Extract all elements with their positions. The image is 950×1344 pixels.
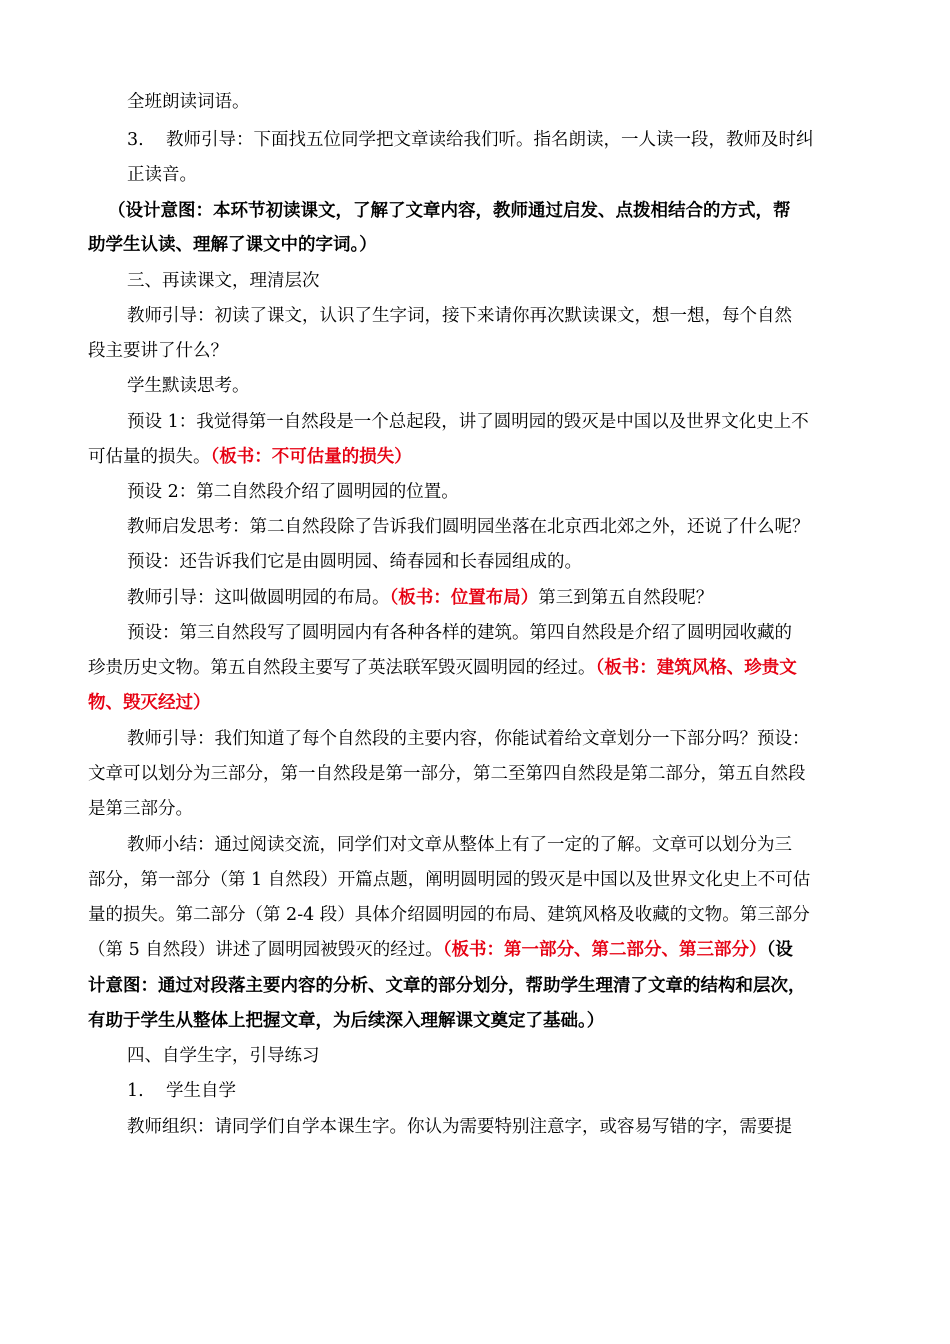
design-intent-note: （设 [766, 940, 793, 960]
paragraph-line [127, 585, 713, 611]
paragraph-line: 教师引导：初读了课文，认识了生字词，接下来请你再次默读课文，想一想，每个自然 [127, 306, 792, 326]
section-heading: 三、再读课文，理清层次 [127, 271, 320, 291]
paragraph-text: 教师引导：这叫做圆明园的布局。 [127, 588, 390, 608]
board-note: （板书：建筑风格、珍贵文 [595, 658, 797, 678]
board-note: （板书：第一部分、第二部分、第三部分） [442, 940, 767, 960]
paragraph-line: 预设 2：第二自然段介绍了圆明园的位置。 [127, 482, 459, 502]
board-note: 物、毁灭经过） [88, 693, 211, 713]
paragraph-line: 预设：还告诉我们它是由圆明园、绮春园和长春园组成的。 [127, 552, 582, 572]
paragraph-line: 预设 1：我觉得第一自然段是一个总起段，讲了圆明园的毁灭是中国以及世界文化史上不 [127, 412, 809, 432]
paragraph-text: 可估量的损失。 [88, 447, 211, 467]
paragraph-line: 段主要讲了什么？ [88, 341, 228, 361]
design-intent-note: （设计意图：本环节初读课文，了解了文章内容，教师通过启发、点拨相结合的方式，帮 [108, 201, 791, 221]
paragraph-line [88, 655, 797, 681]
paragraph-line: 量的损失。第二部分（第 2-4 段）具体介绍圆明园的布局、建筑风格及收藏的文物。第三部分 [88, 905, 810, 925]
paragraph-text: （第 5 自然段）讲述了圆明园被毁灭的经过。 [88, 940, 443, 960]
paragraph-line: 教师组织：请同学们自学本课生字。你认为需要特别注意字，或容易写错的字，需要提 [127, 1117, 792, 1137]
paragraph-text: 第三到第五自然段呢？ [538, 588, 714, 608]
paragraph-line [88, 444, 412, 470]
paragraph-line: 3. 教师引导：下面找五位同学把文章读给我们听。指名朗读，一人读一段，教师及时纠 [127, 130, 814, 150]
paragraph-line: 教师启发思考：第二自然段除了告诉我们圆明园坐落在北京西北郊之外，还说了什么呢？ [127, 517, 810, 537]
paragraph-line: 部分，第一部分（第 1 自然段）开篇点题，阐明圆明园的毁灭是中国以及世界文化史上不可估 [88, 870, 811, 890]
design-intent-note: 助学生认读、理解了课文中的字词。） [88, 235, 377, 255]
paragraph-line: 预设：第三自然段写了圆明园内有各种各样的建筑。第四自然段是介绍了圆明园收藏的 [127, 623, 792, 643]
section-heading: 四、自学生字，引导练习 [127, 1046, 320, 1066]
paragraph-line: 正读音。 [127, 165, 197, 185]
board-note: （板书：不可估量的损失） [210, 447, 412, 467]
paragraph-line [88, 937, 793, 963]
paragraph-line: 是第三部分。 [88, 799, 193, 819]
design-intent-note: 计意图：通过对段落主要内容的分析、文章的部分划分，帮助学生理清了文章的结构和层次， [88, 976, 806, 996]
paragraph-text: 珍贵历史文物。第五自然段主要写了英法联军毁灭圆明园的经过。 [88, 658, 596, 678]
paragraph-line: 教师小结：通过阅读交流，同学们对文章从整体上有了一定的了解。文章可以划分为三 [127, 835, 792, 855]
paragraph-line: 教师引导：我们知道了每个自然段的主要内容，你能试着给文章划分一下部分吗？预设： [127, 729, 810, 749]
paragraph-line: 全班朗读词语。 [127, 92, 250, 112]
design-intent-note: 有助于学生从整体上把握文章，为后续深入理解课文奠定了基础。） [88, 1011, 605, 1031]
paragraph-line: 文章可以划分为三部分，第一自然段是第一部分，第二至第四自然段是第二部分，第五自然段 [88, 764, 806, 784]
board-note: （板书：位置布局） [389, 588, 539, 608]
paragraph-line: 学生默读思考。 [127, 376, 250, 396]
paragraph-line: 1. 学生自学 [127, 1081, 236, 1101]
